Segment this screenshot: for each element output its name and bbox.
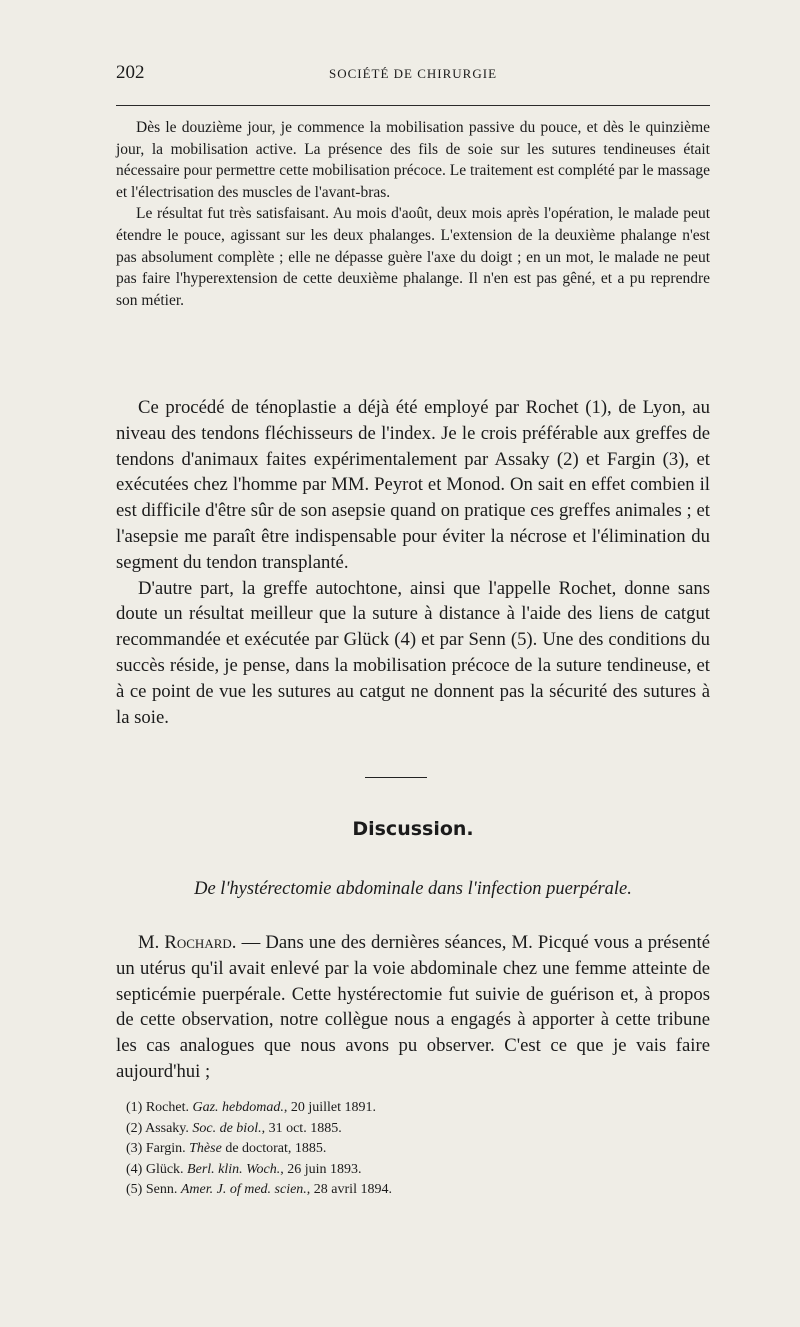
footnote-number: (4) — [126, 1161, 143, 1177]
footnote-number: (5) — [126, 1182, 143, 1197]
paragraph — [116, 930, 710, 1085]
section-title: Discussion. — [352, 818, 474, 840]
speaker-name: M. Rochard. — [138, 932, 237, 953]
footnote-detail: , 26 juin 1893. — [280, 1161, 362, 1177]
main-text — [116, 395, 710, 730]
footnote-number: (2) — [126, 1120, 143, 1136]
intro-text — [116, 117, 710, 311]
footnote-journal: Gaz. hebdomad. — [192, 1100, 284, 1115]
speech-text: — Dans une des dernières séances, M. Picqué vous a présenté un utérus qu'il avait enlevé par la voie abdominale chez une femme atteinte de septicémie puerpérale. Cette hystérectomie fut suivie de guérison et, à propos de cette observation, notre collègue nous a engagés à apporter à cette tribune les cas analogues que nous avons pu observer. C'est ce que je vais faire aujourd'hui ; — [116, 932, 710, 1082]
footnote-number: (3) — [126, 1141, 143, 1156]
footnotes — [126, 1098, 686, 1201]
footnote — [126, 1160, 686, 1181]
section-subtitle: De l'hystérectomie abdominale dans l'infection puerpérale. — [194, 879, 632, 899]
footnote-author: Rochet. — [145, 1100, 189, 1115]
paragraph: D'autre part, la greffe autochtone, ainsi que l'appelle Rochet, donne sans doute un résultat meilleur que la suture à distance à l'aide des liens de catgut recommandée et exécutée par Glück (4) et par Senn (5). Une des conditions du succès réside, je pense, dans la mobilisation précoce de la suture tendineuse, et à ce point de vue les sutures au catgut ne donnent pas la sécurité des sutures à la soie. — [116, 577, 710, 728]
footnote-author: Fargin. — [145, 1141, 186, 1156]
paragraph: Ce procédé de ténoplastie a déjà été employé par Rochet (1), de Lyon, au niveau des tendons fléchisseurs de l'index. Je le crois préférable aux greffes de tendons d'animaux faites expérimentalement par Assaky (2) et Fargin (3), et exécutées chez l'homme par MM. Peyrot et Monod. On sait en effet combien il est difficile d'être sûr de son asepsie quand on pratique ces greffes animales ; et l'asepsie me paraît être indispensable pour éviter la nécrose et l'élimination du segment du tendon transplanté. — [116, 397, 710, 573]
footnote-author: Assaky. — [145, 1120, 189, 1136]
footnote-journal: Soc. de biol. — [192, 1120, 262, 1136]
page-header — [116, 62, 710, 86]
footnote-journal: Amer. J. of med. scien. — [180, 1182, 307, 1197]
running-head: SOCIÉTÉ DE CHIRURGIE — [328, 66, 498, 81]
section-separator — [365, 777, 427, 778]
footnote-author: Glück. — [145, 1161, 184, 1177]
footnote — [126, 1119, 686, 1140]
footnote-journal: Thèse — [189, 1141, 222, 1156]
page-number: 202 — [116, 62, 145, 83]
footnote-author: Senn. — [145, 1182, 178, 1197]
paragraph: Dès le douzième jour, je commence la mobilisation passive du pouce, et dès le quinzième jour, la mobilisation active. La présence des fils de soie sur les sutures tendineuses était nécessaire pour permettre cette mobilisation précoce. Le traitement est complété par le massage et l'électrisation des muscles de l'avant-bras. — [116, 119, 710, 201]
footnote-detail: , 31 oct. 1885. — [261, 1120, 342, 1136]
footnote-number: (1) — [126, 1100, 143, 1115]
paragraph: Le résultat fut très satisfaisant. Au mois d'août, deux mois après l'opération, le malade peut étendre le pouce, agissant sur les deux phalanges. L'extension de la deuxième phalange n'est pas absolument complète ; elle ne dépasse guère l'axe du doigt ; en un mot, le malade ne peut pas faire l'hyperextension de cette deuxième phalange. Il n'en est pas gêné, et a pu reprendre son métier. — [116, 205, 710, 309]
footnote-detail: , 28 avril 1894. — [306, 1182, 392, 1197]
discussion-text — [116, 930, 710, 1085]
header-rule — [116, 105, 710, 106]
footnote-detail: de doctorat, 1885. — [221, 1141, 327, 1156]
footnote-journal: Berl. klin. Woch. — [187, 1161, 281, 1177]
footnote — [126, 1139, 686, 1160]
footnote-detail: , 20 juillet 1891. — [283, 1100, 377, 1115]
footnote — [126, 1180, 686, 1201]
footnote — [126, 1098, 686, 1119]
